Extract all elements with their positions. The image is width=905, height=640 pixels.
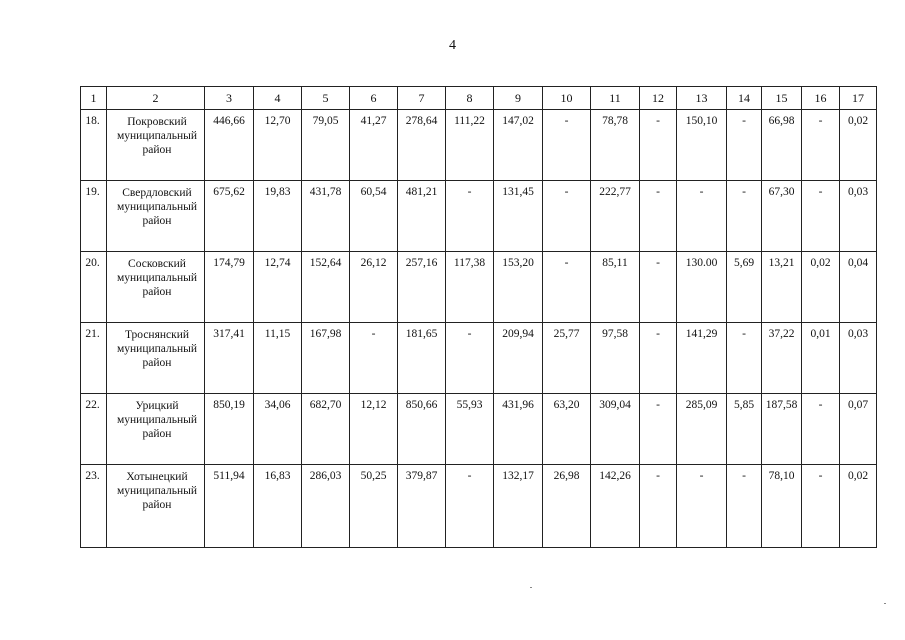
value-cell: 67,30	[762, 181, 802, 252]
district-name-line: муниципальный	[116, 485, 198, 497]
header-cell: 4	[254, 87, 302, 110]
table-row	[81, 465, 877, 548]
value-cell: 5,85	[727, 394, 762, 465]
value-cell: 850,66	[398, 394, 446, 465]
value-cell: -	[640, 181, 677, 252]
district-name	[107, 323, 205, 394]
district-name-line: муниципальный	[116, 130, 198, 142]
value-cell: -	[640, 110, 677, 181]
row-number: 21.	[81, 323, 107, 394]
value-cell: -	[727, 323, 762, 394]
value-cell: -	[350, 323, 398, 394]
row-number: 20.	[81, 252, 107, 323]
value-cell: -	[802, 465, 840, 548]
row-number: 18.	[81, 110, 107, 181]
value-cell: 0,02	[840, 465, 877, 548]
data-table	[80, 86, 877, 548]
value-cell: 5,69	[727, 252, 762, 323]
value-cell: -	[543, 252, 591, 323]
table-row	[81, 181, 877, 252]
value-cell: 0,03	[840, 323, 877, 394]
value-cell: 141,29	[677, 323, 727, 394]
value-cell: 0,07	[840, 394, 877, 465]
district-name-line: Хотынецкий	[126, 471, 188, 483]
district-name-line: район	[142, 286, 172, 298]
value-cell: -	[802, 110, 840, 181]
district-name-line: район	[142, 144, 172, 156]
value-cell: -	[640, 394, 677, 465]
value-cell: -	[640, 323, 677, 394]
value-cell: 16,83	[254, 465, 302, 548]
value-cell: 63,20	[543, 394, 591, 465]
scan-speck	[884, 603, 886, 604]
value-cell: 131,45	[494, 181, 543, 252]
header-cell: 8	[446, 87, 494, 110]
district-name-line: район	[142, 215, 172, 227]
header-cell: 2	[107, 87, 205, 110]
value-cell: 12,74	[254, 252, 302, 323]
value-cell: 209,94	[494, 323, 543, 394]
district-name-line: Урицкий	[135, 400, 179, 412]
table-row	[81, 323, 877, 394]
district-name-line: Сосковский	[128, 258, 186, 270]
value-cell: 431,96	[494, 394, 543, 465]
district-name-line: район	[142, 499, 172, 511]
value-cell: 60,54	[350, 181, 398, 252]
value-cell: -	[677, 465, 727, 548]
district-name-line: Покровский	[127, 116, 187, 128]
value-cell: 850,19	[205, 394, 254, 465]
value-cell: -	[446, 323, 494, 394]
header-cell: 10	[543, 87, 591, 110]
value-cell: 0,02	[840, 110, 877, 181]
district-name-line: муниципальный	[116, 343, 198, 355]
page-number: 4	[449, 38, 456, 53]
value-cell: -	[446, 465, 494, 548]
value-cell: 13,21	[762, 252, 802, 323]
header-cell: 14	[727, 87, 762, 110]
value-cell: 675,62	[205, 181, 254, 252]
table-row	[81, 394, 877, 465]
value-cell: 167,98	[302, 323, 350, 394]
value-cell: 481,21	[398, 181, 446, 252]
value-cell: -	[543, 181, 591, 252]
district-name-line: Свердловский	[122, 187, 192, 199]
value-cell: -	[640, 465, 677, 548]
value-cell: 97,58	[591, 323, 640, 394]
district-name	[107, 110, 205, 181]
value-cell: 431,78	[302, 181, 350, 252]
header-cell: 3	[205, 87, 254, 110]
value-cell: 12,12	[350, 394, 398, 465]
value-cell: 682,70	[302, 394, 350, 465]
header-cell: 11	[591, 87, 640, 110]
header-cell: 17	[840, 87, 877, 110]
value-cell: 78,10	[762, 465, 802, 548]
value-cell: -	[802, 394, 840, 465]
value-cell: -	[727, 110, 762, 181]
value-cell: 132,17	[494, 465, 543, 548]
table-row	[81, 252, 877, 323]
row-number: 22.	[81, 394, 107, 465]
value-cell: -	[727, 465, 762, 548]
district-name-line: муниципальный	[116, 272, 198, 284]
value-cell: -	[727, 181, 762, 252]
district-name-line: район	[142, 357, 172, 369]
value-cell: 34,06	[254, 394, 302, 465]
value-cell: 278,64	[398, 110, 446, 181]
header-cell: 13	[677, 87, 727, 110]
value-cell: 85,11	[591, 252, 640, 323]
value-cell: 19,83	[254, 181, 302, 252]
value-cell: 174,79	[205, 252, 254, 323]
table-row	[81, 110, 877, 181]
value-cell: 25,77	[543, 323, 591, 394]
row-number: 19.	[81, 181, 107, 252]
header-cell: 16	[802, 87, 840, 110]
value-cell: 0,01	[802, 323, 840, 394]
header-cell: 12	[640, 87, 677, 110]
value-cell: 37,22	[762, 323, 802, 394]
value-cell: 285,09	[677, 394, 727, 465]
value-cell: 117,38	[446, 252, 494, 323]
header-row	[81, 87, 877, 110]
value-cell: 11,15	[254, 323, 302, 394]
district-name-line: Троснянский	[124, 329, 190, 341]
district-name	[107, 181, 205, 252]
value-cell: 187,58	[762, 394, 802, 465]
district-name-line: район	[142, 428, 172, 440]
scan-speck	[530, 587, 532, 588]
district-name	[107, 465, 205, 548]
value-cell: 150,10	[677, 110, 727, 181]
district-name-line: муниципальный	[116, 201, 198, 213]
row-number: 23.	[81, 465, 107, 548]
header-cell: 9	[494, 87, 543, 110]
value-cell: 152,64	[302, 252, 350, 323]
value-cell: 79,05	[302, 110, 350, 181]
value-cell: 66,98	[762, 110, 802, 181]
value-cell: 0,03	[840, 181, 877, 252]
value-cell: 147,02	[494, 110, 543, 181]
value-cell: -	[802, 181, 840, 252]
value-cell: -	[677, 181, 727, 252]
value-cell: 111,22	[446, 110, 494, 181]
value-cell: 12,70	[254, 110, 302, 181]
value-cell: 153,20	[494, 252, 543, 323]
value-cell: 446,66	[205, 110, 254, 181]
value-cell: 309,04	[591, 394, 640, 465]
value-cell: 130.00	[677, 252, 727, 323]
value-cell: 78,78	[591, 110, 640, 181]
value-cell: 26,12	[350, 252, 398, 323]
value-cell: -	[640, 252, 677, 323]
value-cell: 26,98	[543, 465, 591, 548]
value-cell: 379,87	[398, 465, 446, 548]
value-cell: 222,77	[591, 181, 640, 252]
header-cell: 5	[302, 87, 350, 110]
district-name-line: муниципальный	[116, 414, 198, 426]
value-cell: 55,93	[446, 394, 494, 465]
value-cell: 0,04	[840, 252, 877, 323]
value-cell: 142,26	[591, 465, 640, 548]
value-cell: -	[543, 110, 591, 181]
value-cell: 511,94	[205, 465, 254, 548]
header-cell: 7	[398, 87, 446, 110]
value-cell: 41,27	[350, 110, 398, 181]
district-name	[107, 252, 205, 323]
header-cell: 6	[350, 87, 398, 110]
value-cell: 0,02	[802, 252, 840, 323]
district-name	[107, 394, 205, 465]
value-cell: 286,03	[302, 465, 350, 548]
value-cell: 50,25	[350, 465, 398, 548]
value-cell: 181,65	[398, 323, 446, 394]
value-cell: 317,41	[205, 323, 254, 394]
header-cell: 1	[81, 87, 107, 110]
value-cell: 257,16	[398, 252, 446, 323]
header-cell: 15	[762, 87, 802, 110]
value-cell: -	[446, 181, 494, 252]
